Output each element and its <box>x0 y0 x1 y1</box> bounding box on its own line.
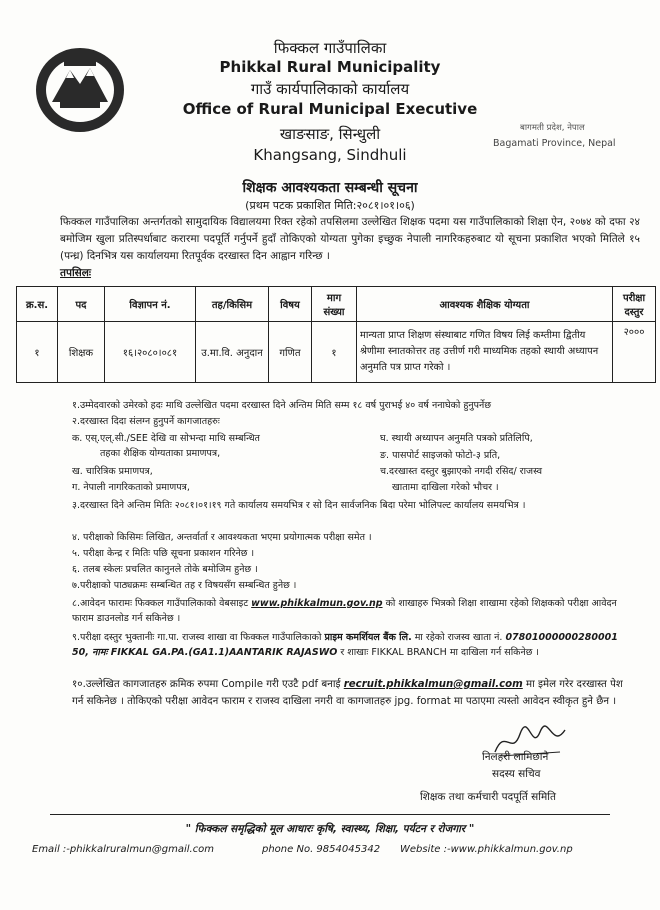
doc-item-c: ग. नेपाली नागरिकताको प्रमाणपत्र, <box>72 482 190 493</box>
doc-item-f-cont: खातामा दाखिला गरेको भौचर । <box>392 482 499 493</box>
bank-name: प्राइम कमर्शियल बैंक लि. <box>324 632 412 643</box>
footer-slogan: " फिक्कल समृद्धिको मूल आधारः कृषि, स्वास्थ्य, शिक्षा, पर्यटन र रोजगार " <box>185 823 475 835</box>
location-np: खाङसाङ, सिन्धुली <box>279 125 381 143</box>
col-ad-no: विज्ञापन नं. <box>105 287 196 322</box>
condition-age: १.उम्मेदवारको उमेरको हदः माथि उल्लेखित पदमा दरखास्त दिने अन्तिम मिति सम्म १८ वर्ष पुराभई ४० वर्ष ननाघेको हुनुपर्नेछ <box>72 400 491 411</box>
vacancy-table <box>16 286 656 383</box>
fee-text-pre: ९.परीक्षा दस्तुर भुक्तानीः गा.पा. राजस्व शाखा वा फिक्कल गाउँपालिकाको <box>72 632 322 643</box>
condition-submission <box>72 676 632 710</box>
cell-demand: १ <box>312 322 357 383</box>
condition-salary: ६. तलब स्केलः प्रचलित कानुनले तोके बमोजिम हुनेछ । <box>72 564 258 575</box>
submit-text-post: मा इमेल गरेर दरखास्त पेश गर्न सकिनेछ । तोकिएको परीक्षा आवेदन फाराम र राजस्व दाखिला नगरी वा कागजातहरु jpg. format मा पठाएमा त्यस्तो आवेदन स्वीकृत हुने छैन । <box>72 679 623 707</box>
doc-item-a: क. एस्.एल्.सी./SEE देखि वा सोभन्दा माथि सम्बन्धित <box>72 433 260 444</box>
condition-syllabus: ७.परीक्षाको पाठ्यक्रमः सम्बन्धित तह र विषयसँग सम्बन्धित हुनेछ । <box>72 580 297 591</box>
website-link[interactable]: www.phikkalmun.gov.np <box>251 598 383 609</box>
cell-level: उ.मा.वि. अनुदान <box>196 322 269 383</box>
col-fee: परीक्षा दस्तुर <box>613 287 656 322</box>
cell-qualification: मान्यता प्राप्त शिक्षण संस्थाबाट गणित विषय लिई कम्तीमा द्वितीय श्रेणीमा स्नातकोत्तर तह उत्तीर्ण गरी माध्यमिक तहको स्थायी अध्यापन अनुमति पत्र प्राप्त गरेको । <box>357 322 613 383</box>
form-text-pre: ८.आवेदन फारामः फिक्कल गाउँपालिकाको वेबसाइट <box>72 598 249 609</box>
fee-text-mid: मा रहेको राजस्व खाता नं. <box>414 632 503 643</box>
account-details: 07801000000280001 50, नामः FIKKAL GA.PA.(GA1.1)AANTARIK RAJASWO <box>72 632 618 658</box>
recruit-email-link[interactable]: recruit.phikkalmun@gmail.com <box>343 679 523 690</box>
doc-item-b: ख. चारित्रिक प्रमाणपत्र, <box>72 466 153 477</box>
condition-exam-type: ४. परीक्षाको किसिमः लिखित, अन्तर्वार्ता र आवश्यकता भएमा प्रयोगात्मक परीक्षा समेत । <box>72 532 372 543</box>
footer-phone: phone No. 9854045342 <box>262 844 381 855</box>
province-en: Bagamati Province, Nepal <box>493 138 616 149</box>
doc-item-f: च.दरखास्त दस्तुर बुझाएको नगदी रसिद/ राजस्व <box>380 466 543 477</box>
submit-text-pre: १०.उल्लेखित कागजातहरु क्रमिक रुपमा Compile गरी एउटै pdf बनाई <box>72 679 341 690</box>
doc-item-a-cont: तहका शैक्षिक योग्यताका प्रमाणपत्र, <box>100 448 221 459</box>
footer-email: Email :-phikkalruralmun@gmail.com <box>32 844 215 855</box>
cell-subject: गणित <box>269 322 312 383</box>
condition-documents: २.दरखास्त दिदा संलग्न हुनुपर्ने कागजातहरुः <box>72 416 220 427</box>
office-name-en: Phikkal Rural Municipality <box>219 58 441 76</box>
condition-deadline: ३.दरखास्त दिने अन्तिम मितिः २०८१।०१।१९ गते कार्यालय समयभित्र र सो दिन सार्वजनिक बिदा परेमा भोलिपल्ट कार्यालय समयभित्र । <box>72 500 526 511</box>
table-row <box>17 322 656 383</box>
col-qualification: आवश्यक शैक्षिक योग्यता <box>357 287 613 322</box>
notice-intro: फिक्कल गाउँपालिका अन्तर्गतको सामुदायिक विद्यालयमा रिक्त रहेको तपसिलमा उल्लेखित शिक्षक पदमा यस गाउँपालिकाको शिक्षा ऐन, २०७४ को दफा २४ बमोजिम खुला प्रतिस्पर्धाबाट करारमा पदपूर्ति गर्नुपर्ने हुदाँ तोकिएको योग्यता पुगेका इच्छुक नेपाली नागरिकहरुबाट यो सूचना प्रकाशित भएको मितिले १५ (पन्ध्र) दिनभित्र यस कार्यालयमा रितपूर्वक दरखास्त दिन आह्वान गरिन्छ । <box>60 216 640 262</box>
location-en: Khangsang, Sindhuli <box>253 146 407 164</box>
condition-application-form <box>72 596 632 626</box>
footer-website: Website :-www.phikkalmun.gov.np <box>400 844 573 855</box>
notice-subtitle: (प्रथम पटक प्रकाशित मिति:२०८१।०१।०६) <box>245 199 415 212</box>
office-name-np: फिक्कल गाउँपालिका <box>273 39 387 57</box>
fee-text-post: र शाखाः FIKKAL BRANCH मा दाखिला गर्न सकिनेछ । <box>340 647 540 658</box>
cell-ad-no: १६।२०८०।०८१ <box>105 322 196 383</box>
executive-office-en: Office of Rural Municipal Executive <box>182 100 478 118</box>
committee-name: शिक्षक तथा कर्मचारी पदपूर्ति समिति <box>420 791 556 803</box>
cell-post: शिक्षक <box>58 322 105 383</box>
signatory-name: निलहरी लामिछाने <box>482 751 549 763</box>
table-header-row <box>17 287 656 322</box>
condition-fee-payment <box>72 630 632 660</box>
signatory-role: सदस्य सचिव <box>492 768 541 780</box>
form-text-post: को शाखाहरु भित्रको शिक्षा शाखामा रहेको शिक्षकको परीक्षा आवेदन फाराम डाउनलोड गर्न सकिनेछ । <box>72 598 617 624</box>
doc-item-d: घ. स्थायी अध्यापन अनुमति पत्रको प्रतिलिपि, <box>380 433 533 444</box>
cell-sn: १ <box>17 322 58 383</box>
col-post: पद <box>58 287 105 322</box>
notice-title: शिक्षक आवश्यकता सम्बन्धी सूचना <box>242 180 418 196</box>
condition-exam-center: ५. परीक्षा केन्द्र र मितिः पछि सूचना प्रकाशन गरिनेछ । <box>72 548 255 559</box>
province-np: बागमती प्रदेश, नेपाल <box>520 123 585 133</box>
cell-fee: २००० <box>613 322 656 383</box>
doc-item-e: ङ. पासपोर्ट साइजको फोटो-३ प्रति, <box>380 450 501 461</box>
executive-office-np: गाउँ कार्यपालिकाको कार्यालय <box>250 80 410 98</box>
footer-divider <box>50 814 610 815</box>
col-level: तह/किसिम <box>196 287 269 322</box>
col-subject: विषय <box>269 287 312 322</box>
col-sn: क्र.स. <box>17 287 58 322</box>
details-heading: तपसिलः <box>60 267 92 279</box>
col-demand: माग संख्या <box>312 287 357 322</box>
